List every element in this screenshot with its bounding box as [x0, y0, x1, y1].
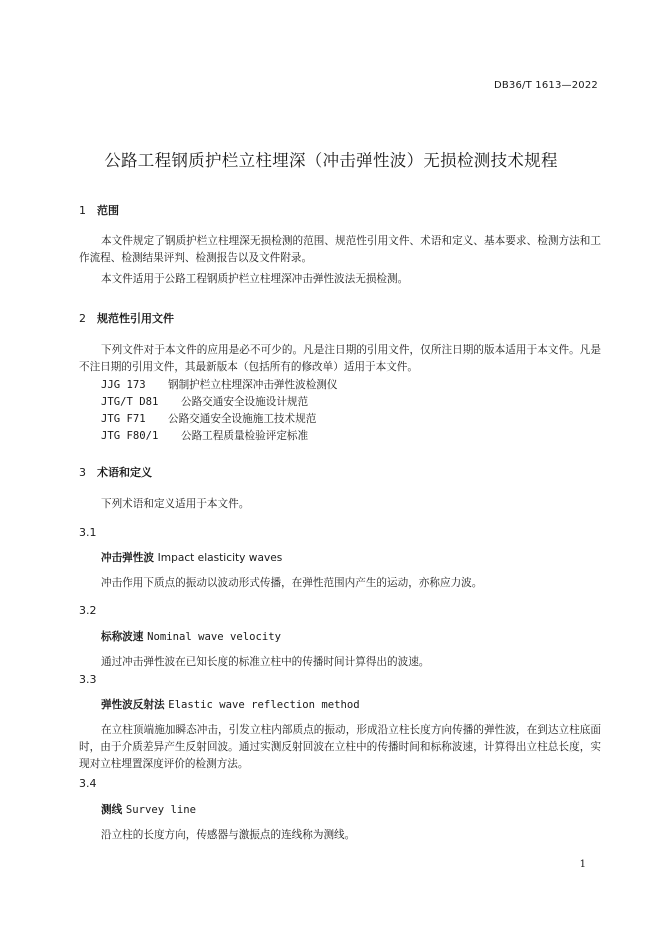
- term-definition: 在立柱顶端施加瞬态冲击，引发立柱内部质点的振动，形成沿立柱长度方向传播的弹性波，在到达立柱底面时，由于介质差异产生反射回波。通过实测反射回波在立柱中的传播时间和标称波速，计算得出立柱总长度，实现对立柱埋置深度评价的检测方法。: [79, 724, 601, 770]
- page-number: 1: [579, 859, 586, 870]
- reference-name: 公路交通安全设施施工技术规范: [168, 413, 317, 425]
- section-1-paragraph-2: 本文件适用于公路工程钢质护栏立柱埋深冲击弹性波法无损检测。: [101, 273, 409, 285]
- section-1-heading: [79, 202, 119, 218]
- section-1-paragraph-1: 本文件规定了钢质护栏立柱埋深无损检测的范围、规范性引用文件、术语和定义、基本要求、检测方法和工作流程、检测结果评判、检测报告以及文件附录。: [79, 235, 601, 264]
- term-heading: [101, 550, 282, 565]
- section-number: 3: [79, 466, 86, 479]
- term-en: Elastic wave reflection method: [168, 699, 360, 711]
- term-en: Survey line: [125, 804, 197, 816]
- reference-name: 钢制护栏立柱埋深冲击弹性波检测仪: [168, 379, 338, 391]
- reference-item: [101, 394, 308, 409]
- reference-name: 公路交通安全设施设计规范: [181, 396, 309, 408]
- reference-code: JTG F71: [101, 413, 146, 425]
- document-code: DB36/T 1613—2022: [493, 80, 598, 91]
- term-zh: 标称波速: [101, 631, 144, 643]
- section-2-heading: [79, 310, 174, 326]
- clause-number: 3.2: [79, 604, 97, 617]
- term-zh: 冲击弹性波: [101, 552, 154, 564]
- section-title: 范围: [97, 204, 119, 217]
- reference-item: [101, 428, 308, 443]
- reference-code: JJG 173: [101, 379, 146, 391]
- section-3-heading: [79, 464, 152, 480]
- reference-code: JTG F80/1: [101, 430, 159, 442]
- clause-number: 3.4: [79, 777, 97, 790]
- term-definition: 冲击作用下质点的振动以波动形式传播，在弹性范围内产生的运动，亦称应力波。: [101, 577, 483, 589]
- reference-item: [101, 411, 316, 426]
- reference-name: 公路工程质量检验评定标准: [181, 430, 309, 442]
- reference-code: JTG/T D81: [101, 396, 159, 408]
- document-title: 公路工程钢质护栏立柱埋深（冲击弹性波）无损检测技术规程: [104, 151, 558, 170]
- section-3-paragraph-1: 下列术语和定义适用于本文件。: [101, 498, 250, 510]
- term-heading: [101, 802, 196, 817]
- term-heading: [101, 697, 360, 712]
- clause-number: 3.1: [79, 526, 97, 539]
- section-number: 2: [79, 312, 86, 325]
- term-zh: 弹性波反射法: [101, 699, 165, 711]
- reference-item: [101, 377, 338, 392]
- term-en: Impact elasticity waves: [157, 552, 283, 564]
- section-title: 规范性引用文件: [97, 312, 174, 325]
- section-title: 术语和定义: [97, 466, 152, 479]
- section-2-paragraph-1: 下列文件对于本文件的应用是必不可少的。凡是注日期的引用文件，仅所注日期的版本适用于本文件。凡是不注日期的引用文件，其最新版本（包括所有的修改单）适用于本文件。: [79, 344, 601, 373]
- term-en: Nominal wave velocity: [147, 631, 282, 643]
- section-number: 1: [79, 204, 86, 217]
- term-definition: 沿立柱的长度方向，传感器与激振点的连线称为测线。: [101, 829, 356, 841]
- term-zh: 测线: [101, 804, 123, 816]
- clause-number: 3.3: [79, 673, 97, 686]
- term-definition: 通过冲击弹性波在已知长度的标准立柱中的传播时间计算得出的波速。: [101, 656, 430, 668]
- term-heading: [101, 629, 281, 644]
